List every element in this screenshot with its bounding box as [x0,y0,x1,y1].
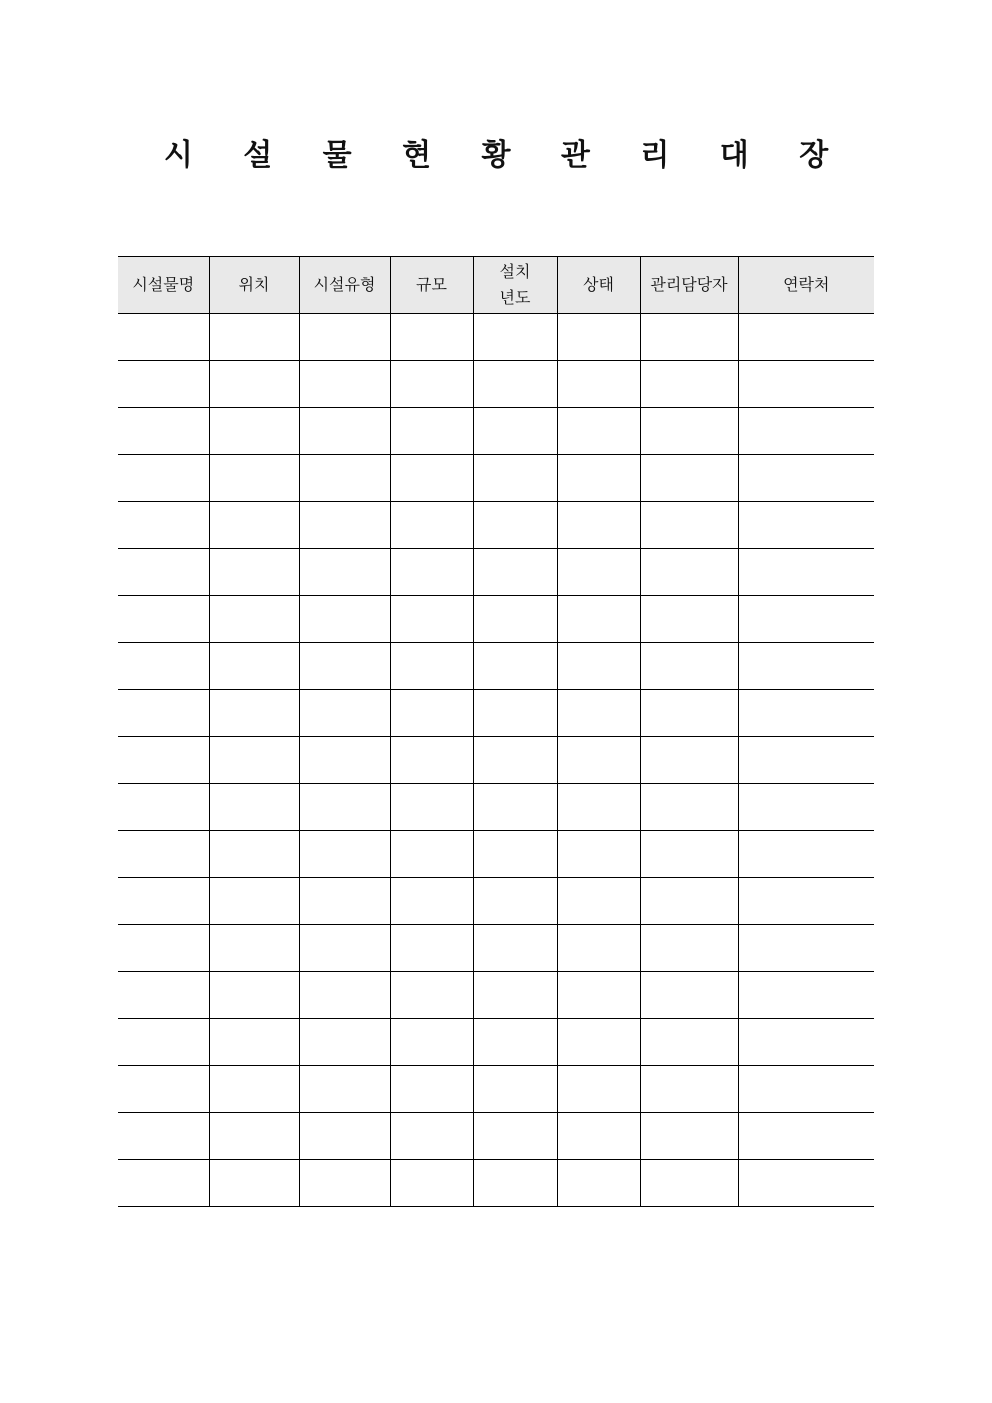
table-cell[interactable] [209,690,299,737]
table-cell[interactable] [118,925,209,972]
table-cell[interactable] [299,737,390,784]
table-cell[interactable] [118,314,209,361]
table-cell[interactable] [118,784,209,831]
table-row [118,925,874,972]
table-cell[interactable] [473,502,557,549]
table-cell[interactable] [209,1019,299,1066]
table-cell[interactable] [209,878,299,925]
page-title: 시 설 물 현 황 관 리 대 장 [163,138,849,173]
table-cell[interactable] [473,690,557,737]
table-cell[interactable] [390,737,473,784]
table-cell[interactable] [557,314,640,361]
table-cell[interactable] [473,643,557,690]
table-cell[interactable] [390,455,473,502]
table-cell[interactable] [640,784,738,831]
table-cell[interactable] [209,361,299,408]
table-cell[interactable] [640,549,738,596]
table-cell[interactable] [640,1019,738,1066]
table-cell[interactable] [738,455,874,502]
table-cell[interactable] [118,972,209,1019]
table-cell[interactable] [390,784,473,831]
table-cell[interactable] [640,596,738,643]
table-cell[interactable] [738,831,874,878]
table-cell[interactable] [473,596,557,643]
table-cell[interactable] [640,831,738,878]
table-cell[interactable] [557,361,640,408]
table-row [118,831,874,878]
table-cell[interactable] [640,361,738,408]
table-cell[interactable] [473,549,557,596]
table-cell[interactable] [738,361,874,408]
table-cell[interactable] [209,502,299,549]
table-cell[interactable] [640,690,738,737]
table-cell[interactable] [118,502,209,549]
table-cell[interactable] [473,408,557,455]
table-cell[interactable] [473,361,557,408]
table-cell[interactable] [473,1019,557,1066]
table-cell[interactable] [299,784,390,831]
header-status: 상태 [557,257,640,314]
table-cell[interactable] [473,784,557,831]
table-cell[interactable] [209,925,299,972]
table-cell[interactable] [473,831,557,878]
table-cell[interactable] [738,784,874,831]
table-cell[interactable] [738,1160,874,1207]
table-cell[interactable] [557,878,640,925]
table-cell[interactable] [557,925,640,972]
table-cell[interactable] [209,737,299,784]
table-cell[interactable] [738,408,874,455]
table-cell[interactable] [390,643,473,690]
table-cell[interactable] [557,502,640,549]
table-cell[interactable] [640,408,738,455]
table-body [118,314,874,1207]
table-cell[interactable] [390,831,473,878]
table-cell[interactable] [209,408,299,455]
table-cell[interactable] [738,1019,874,1066]
table-cell[interactable] [557,784,640,831]
table-cell[interactable] [299,972,390,1019]
table-row [118,737,874,784]
table-cell[interactable] [209,314,299,361]
table-cell[interactable] [473,455,557,502]
table-row [118,643,874,690]
table-row [118,784,874,831]
table-cell[interactable] [640,972,738,1019]
table-row [118,1066,874,1113]
table-cell[interactable] [390,502,473,549]
table-cell[interactable] [557,690,640,737]
table-cell[interactable] [738,878,874,925]
table-row [118,972,874,1019]
table-cell[interactable] [738,690,874,737]
table-cell[interactable] [390,878,473,925]
table-cell[interactable] [209,596,299,643]
table-cell[interactable] [738,737,874,784]
header-manager: 관리담당자 [640,257,738,314]
table-row [118,455,874,502]
table-cell[interactable] [473,878,557,925]
table-cell[interactable] [640,502,738,549]
table-cell[interactable] [640,1160,738,1207]
table-cell[interactable] [118,1019,209,1066]
table-cell[interactable] [118,361,209,408]
header-scale: 규모 [390,257,473,314]
table-cell[interactable] [557,972,640,1019]
table-cell[interactable] [390,1019,473,1066]
table-cell[interactable] [557,549,640,596]
table-cell[interactable] [299,1019,390,1066]
table-row [118,690,874,737]
table-row [118,502,874,549]
table-cell[interactable] [209,549,299,596]
table-cell[interactable] [640,455,738,502]
header-facility-name: 시설물명 [118,257,209,314]
table-cell[interactable] [738,314,874,361]
table-cell[interactable] [209,831,299,878]
table-cell[interactable] [473,1066,557,1113]
table-cell[interactable] [557,737,640,784]
table-cell[interactable] [473,737,557,784]
facility-ledger-table [118,256,874,1207]
table-cell[interactable] [738,502,874,549]
table-cell[interactable] [118,737,209,784]
table-cell[interactable] [390,596,473,643]
table-cell[interactable] [390,1160,473,1207]
table-cell[interactable] [209,1113,299,1160]
table-cell[interactable] [390,1066,473,1113]
table-cell[interactable] [557,455,640,502]
table-cell[interactable] [390,314,473,361]
table-cell[interactable] [209,455,299,502]
table-row [118,408,874,455]
table-cell[interactable] [299,455,390,502]
table-cell[interactable] [640,643,738,690]
table-cell[interactable] [299,878,390,925]
table-cell[interactable] [118,408,209,455]
table-cell[interactable] [299,690,390,737]
table-row [118,1019,874,1066]
table-cell[interactable] [557,1019,640,1066]
table-cell[interactable] [390,408,473,455]
table-cell[interactable] [473,925,557,972]
table-cell[interactable] [118,549,209,596]
table-cell[interactable] [299,1066,390,1113]
table-cell[interactable] [299,1113,390,1160]
table-cell[interactable] [557,1160,640,1207]
table-header-row [118,257,874,314]
table-cell[interactable] [209,784,299,831]
table-cell[interactable] [557,408,640,455]
table-cell[interactable] [640,1066,738,1113]
table-cell[interactable] [299,831,390,878]
table-cell[interactable] [118,1160,209,1207]
table-cell[interactable] [557,831,640,878]
table-row [118,361,874,408]
table-cell[interactable] [738,972,874,1019]
table-cell[interactable] [738,1066,874,1113]
table-cell[interactable] [390,549,473,596]
table-cell[interactable] [299,549,390,596]
table-row [118,878,874,925]
table-cell[interactable] [299,314,390,361]
table-cell[interactable] [118,1113,209,1160]
table-cell[interactable] [640,314,738,361]
table-cell[interactable] [299,925,390,972]
table-row [118,549,874,596]
table-cell[interactable] [390,690,473,737]
table-cell[interactable] [557,596,640,643]
table-cell[interactable] [118,455,209,502]
table-row [118,1113,874,1160]
table-cell[interactable] [299,408,390,455]
table-row [118,314,874,361]
header-install-year: 설치년도 [473,257,557,314]
table-cell[interactable] [738,1113,874,1160]
table-cell[interactable] [209,643,299,690]
table-cell[interactable] [118,1066,209,1113]
table-cell[interactable] [118,643,209,690]
table-row [118,596,874,643]
table-cell[interactable] [557,1113,640,1160]
table-cell[interactable] [118,878,209,925]
table-cell[interactable] [209,1160,299,1207]
table-cell[interactable] [640,925,738,972]
header-contact: 연락처 [738,257,874,314]
table-cell[interactable] [640,737,738,784]
table-cell[interactable] [118,690,209,737]
table-cell[interactable] [473,1160,557,1207]
table-row [118,1160,874,1207]
header-location: 위치 [209,257,299,314]
table-cell[interactable] [118,596,209,643]
table-cell[interactable] [557,1066,640,1113]
table-cell[interactable] [299,502,390,549]
table-cell[interactable] [390,361,473,408]
table-cell[interactable] [299,643,390,690]
table-cell[interactable] [640,1113,738,1160]
table-cell[interactable] [738,925,874,972]
table-cell[interactable] [390,925,473,972]
table-cell[interactable] [390,972,473,1019]
table-cell[interactable] [473,314,557,361]
table-cell[interactable] [390,1113,473,1160]
table-cell[interactable] [473,972,557,1019]
table-cell[interactable] [209,1066,299,1113]
table-cell[interactable] [640,878,738,925]
table-cell[interactable] [557,643,640,690]
table-cell[interactable] [299,361,390,408]
table-cell[interactable] [299,596,390,643]
table-cell[interactable] [209,972,299,1019]
table-cell[interactable] [738,596,874,643]
table-cell[interactable] [118,831,209,878]
table-cell[interactable] [299,1160,390,1207]
table-cell[interactable] [473,1113,557,1160]
table-cell[interactable] [738,643,874,690]
header-facility-type: 시설유형 [299,257,390,314]
table-cell[interactable] [738,549,874,596]
